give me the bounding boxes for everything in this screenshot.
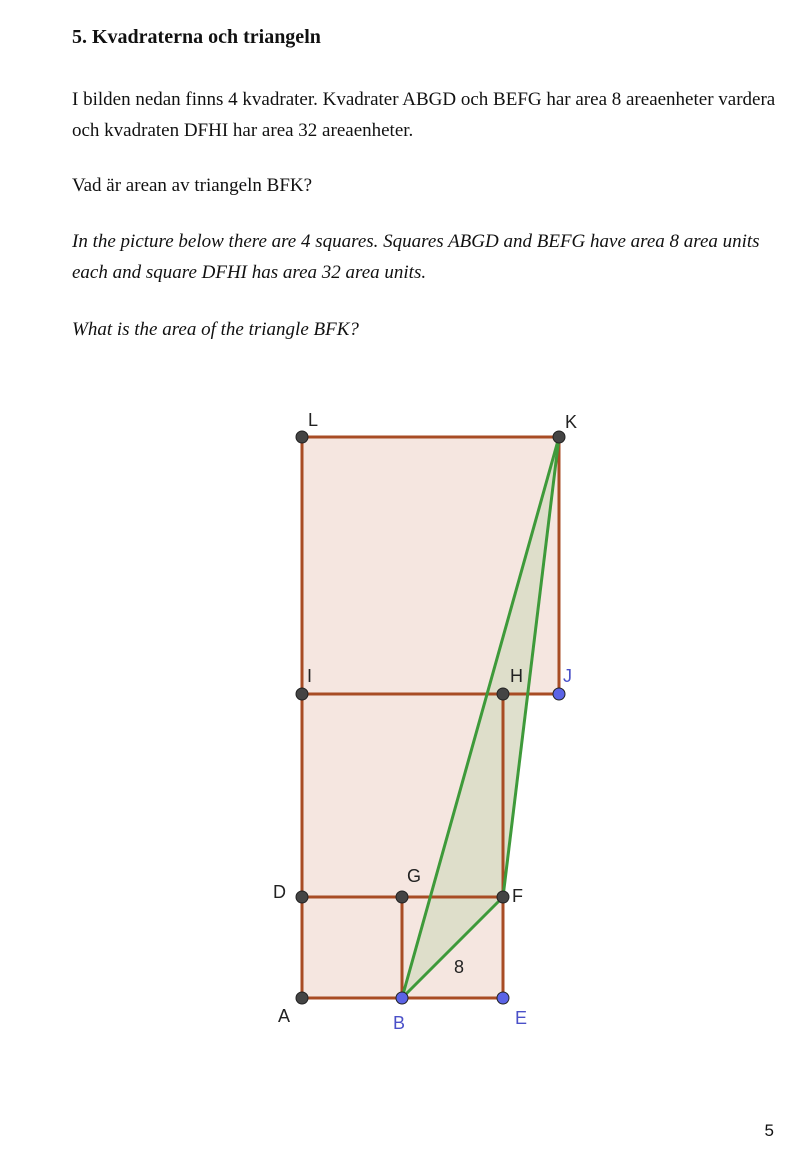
point-E [497,992,509,1004]
label-F: F [512,886,523,906]
label-D: D [273,882,286,902]
label-E: E [515,1008,528,1028]
label-I: I [307,666,313,686]
swedish-question: Vad är arean av triangeln BFK? [72,175,313,196]
point-J [553,688,565,700]
point-A [296,992,308,1004]
square-ABGD [302,897,402,998]
point-H [497,688,509,700]
problem-heading: 5. Kvadraterna och triangeln [72,26,321,48]
label-K: K [565,412,578,432]
point-K [553,431,565,443]
label-B: B [393,1013,406,1033]
point-F [497,891,509,903]
point-B [396,992,408,1004]
english-question: What is the area of the triangle BFK? [72,319,359,340]
label-H: H [510,666,523,686]
page-number: 5 [764,1121,774,1140]
point-D [296,891,308,903]
point-L [296,431,308,443]
segment-BF-length-label: 8 [454,957,465,977]
label-G: G [407,866,422,886]
point-I [296,688,308,700]
label-J: J [563,666,572,686]
label-A: A [278,1006,291,1026]
label-L: L [308,410,319,430]
english-intro: In the picture below there are 4 squares. Squares ABGD and BEFG have area 8 area units each and square DFHI has area 32 area units. [72,231,760,283]
point-G [396,891,408,903]
swedish-intro: I bilden nedan finns 4 kvadrater. Kvadrater ABGD och BEFG har area 8 areaenheter vardera och kvadraten DFHI har area 32 areaenheter. [72,89,776,141]
